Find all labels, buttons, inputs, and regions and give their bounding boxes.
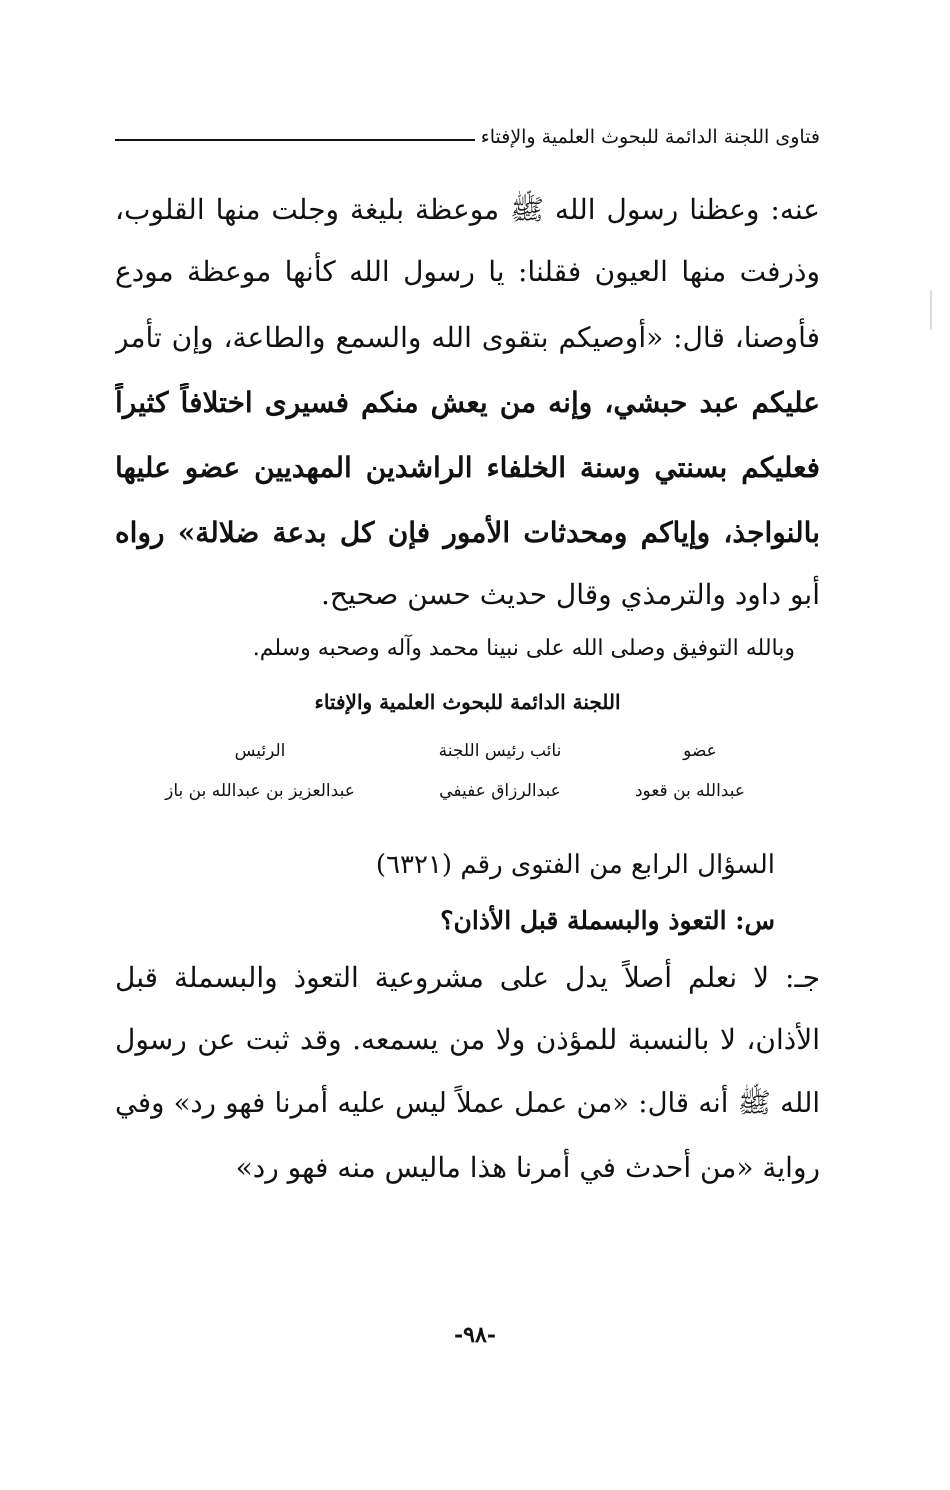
fatwa-question-heading: السؤال الرابع من الفتوى رقم (٦٣٢١) <box>375 850 775 880</box>
signatory-member-name: عبدالله بن قعود <box>634 781 745 801</box>
paragraph-line-2: وذرفت منها العيون فقلنا: يا رسول الله كأنها موعظة مودع <box>115 255 820 288</box>
signatory-chairman-role: الرئيس <box>234 741 286 761</box>
paragraph-line-5: فعليكم بسنتي وسنة الخلفاء الراشدين المهديين عضو عليها <box>115 451 820 484</box>
paragraph-line-6: بالنواجذ، وإياكم ومحدثات الأمور فإن كل بدعة ضلالة» رواه <box>115 516 820 549</box>
header-rule <box>115 139 475 141</box>
answer-line-4: رواية «من أحدث في أمرنا هذا ماليس منه فهو رد» <box>235 1151 820 1184</box>
running-header <box>115 112 820 148</box>
answer-line-2: الأذان، لا بالنسبة للمؤذن ولا من يسمعه. وقد ثبت عن رسول <box>115 1023 820 1056</box>
paragraph-line-7: أبو داود والترمذي وقال حديث حسن صحيح. <box>321 578 820 611</box>
signatory-deputy-name: عبدالرزاق عفيفي <box>439 781 561 801</box>
signatory-deputy-role: نائب رئيس اللجنة <box>438 741 562 761</box>
paragraph-line-3-text: فأوصنا، قال: «أوصيكم بتقوى الله والسمع والطاعة، وإن تأمر <box>115 321 820 354</box>
paragraph-line-3 <box>115 318 820 358</box>
margin-mark <box>930 290 932 330</box>
answer-line-3: الله ﷺ أنه قال: «من عمل عملاً ليس عليه أمرنا فهو رد» وفي <box>115 1087 820 1119</box>
closing-formula: وبالله التوفيق وصلى الله على نبينا محمد وآله وصحبه وسلم. <box>252 636 795 661</box>
question-text: س: التعوذ والبسملة قبل الأذان؟ <box>440 906 775 935</box>
running-header-title: فتاوى اللجنة الدائمة للبحوث العلمية والإفتاء <box>480 126 820 148</box>
page-number: -٩٨- <box>454 1322 496 1348</box>
signatory-chairman-name: عبدالعزيز بن عبدالله بن باز <box>165 781 355 801</box>
committee-name: اللجنة الدائمة للبحوث العلمية والإفتاء <box>314 690 621 714</box>
signatory-member-role: عضو <box>683 741 717 761</box>
paragraph-line-4: عليكم عبد حبشي، وإنه من يعش منكم فسيرى اختلافاً كثيراً <box>115 386 820 419</box>
paragraph-line-1: عنه: وعظنا رسول الله ﷺ موعظة بليغة وجلت منها القلوب، <box>115 193 820 226</box>
answer-line-1: جـ: لا نعلم أصلاً يدل على مشروعية التعوذ والبسملة قبل <box>115 961 820 994</box>
